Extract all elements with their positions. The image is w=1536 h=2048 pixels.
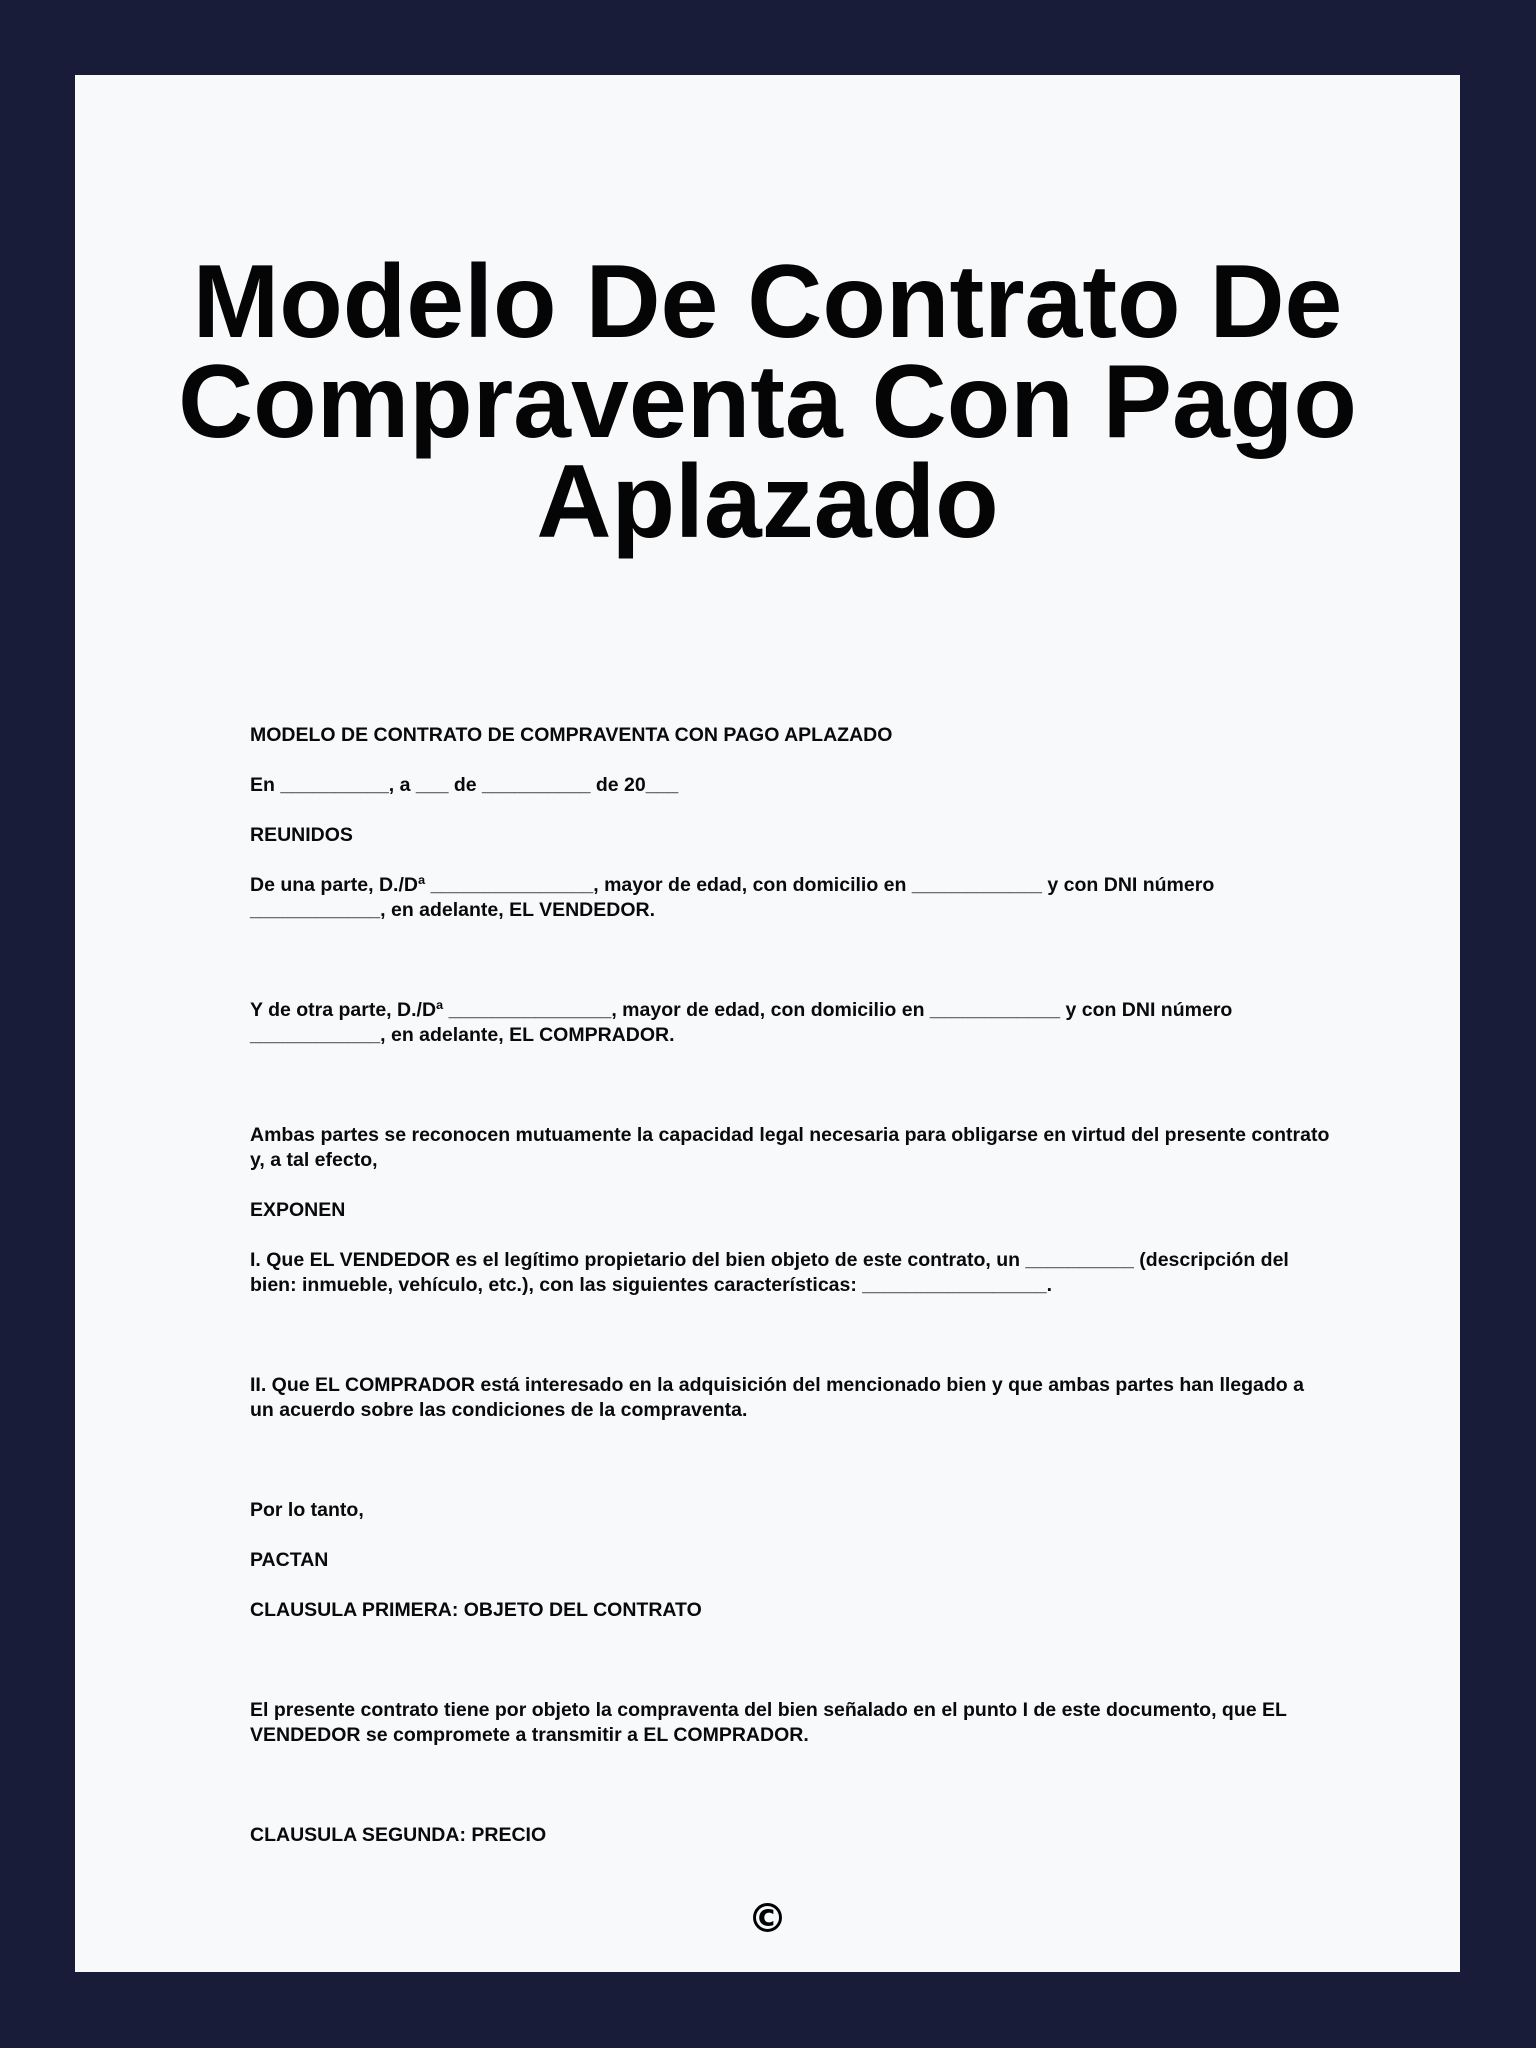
statement-one: I. Que EL VENDEDOR es el legítimo propietario del bien objeto de este contrato, un __________ (descripción del bien: inmueble, vehículo, etc.), con las siguientes características: _________________.	[250, 1249, 1289, 1296]
copyright-icon: ©	[747, 1896, 788, 1942]
document-body	[250, 723, 1330, 1848]
document-heading: MODELO DE CONTRATO DE COMPRAVENTA CON PAGO APLAZADO	[250, 724, 893, 746]
clause-two-heading: CLAUSULA SEGUNDA: PRECIO	[250, 1824, 547, 1846]
section-pactan: PACTAN	[250, 1549, 329, 1571]
capacity-paragraph: Ambas partes se reconocen mutuamente la capacidad legal necesaria para obligarse en virtud del presente contrato y, a tal efecto,	[250, 1124, 1330, 1171]
statement-two: II. Que EL COMPRADOR está interesado en la adquisición del mencionado bien y que ambas partes han llegado a un acuerdo sobre las condiciones de la compraventa.	[250, 1374, 1304, 1421]
document-title: Modelo De Contrato De Compraventa Con Pago Aplazado	[178, 244, 1357, 560]
section-reunidos: REUNIDOS	[250, 824, 353, 846]
seller-paragraph: De una parte, D./Dª _______________, mayor de edad, con domicilio en ____________ y con DNI número ____________, en adelante, EL VENDEDOR.	[250, 874, 1215, 921]
buyer-paragraph: Y de otra parte, D./Dª _______________, mayor de edad, con domicilio en ____________ y con DNI número ____________, en adelante, EL COMPRADOR.	[250, 999, 1233, 1046]
clause-one-heading: CLAUSULA PRIMERA: OBJETO DEL CONTRATO	[250, 1599, 702, 1621]
section-exponen: EXPONEN	[250, 1199, 346, 1221]
document-page	[75, 75, 1460, 1972]
clause-one-text: El presente contrato tiene por objeto la compraventa del bien señalado en el punto I de este documento, que EL VENDEDOR se compromete a transmitir a EL COMPRADOR.	[250, 1699, 1287, 1746]
therefore-line: Por lo tanto,	[250, 1499, 364, 1521]
place-date-line: En __________, a ___ de __________ de 20___	[250, 774, 679, 796]
